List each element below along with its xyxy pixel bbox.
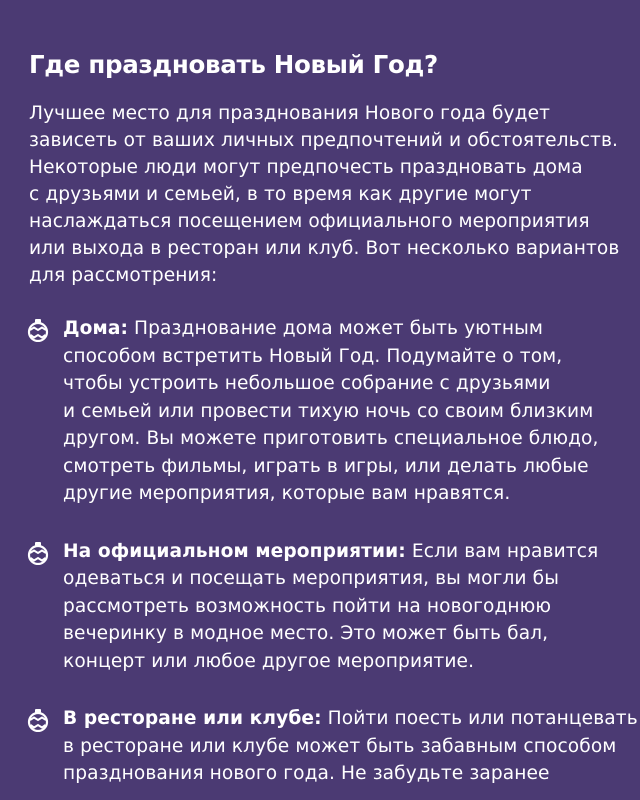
intro-paragraph [29, 100, 629, 289]
item-line: концерт или любое другое мероприятие. [63, 650, 475, 672]
christmas-ornament-icon [27, 541, 49, 565]
list-item-home [29, 315, 629, 508]
intro-line: наслаждаться посещением официального мероприятия [29, 211, 590, 232]
item-text: Пойти поесть или потанцевать [321, 708, 638, 729]
intro-line: или выхода в ресторан или клуб. Вот несколько вариантов [29, 238, 620, 259]
item-first-line [63, 315, 629, 343]
list-item-restaurant-club [29, 705, 638, 788]
item-text: Празднование дома может быть уютным [128, 318, 544, 339]
item-line: и семьей или провести тихую ночь со своим близким [63, 400, 594, 422]
item-line: одеваться и посещать мероприятия, вы могли бы [63, 568, 559, 589]
intro-line: Лучшее место для празднования Нового года будет [29, 103, 551, 124]
item-line: в ресторане или клубе может быть забавным способом [63, 735, 617, 757]
item-line: смотреть фильмы, играть в игры, или делать любые [63, 455, 589, 477]
item-first-line [63, 705, 638, 733]
intro-line: зависеть от ваших личных предпочтений и обстоятельств. [29, 130, 619, 151]
item-heading: На официальном мероприятии: [63, 540, 406, 562]
page-title: Где праздновать Новый Год? [29, 50, 438, 79]
intro-line: с друзьями и семьей, в то время как другие могут [29, 184, 532, 205]
item-heading: В ресторане или клубе: [63, 708, 322, 729]
item-line: вечеринку в модное место. Это может быть бал, [63, 623, 549, 644]
item-heading: Дома: [63, 318, 129, 339]
intro-line: для рассмотрения: [29, 265, 218, 286]
article [29, 50, 638, 788]
item-text: Если вам нравится [405, 540, 599, 562]
item-first-line [63, 538, 629, 566]
item-line: другом. Вы можете приготовить специальное блюдо, [63, 428, 599, 449]
item-line: рассмотреть возможность пойти на новогоднюю [63, 595, 552, 617]
intro-line: Некоторые люди могут предпочесть праздновать дома [29, 157, 583, 178]
christmas-ornament-icon [27, 708, 49, 732]
item-line: другие мероприятия, которые вам нравятся. [63, 483, 511, 504]
item-line: празднования нового года. Не забудьте заранее [63, 763, 550, 784]
christmas-ornament-icon [27, 318, 49, 342]
list-item-official-event [29, 538, 629, 676]
item-line: способом встретить Новый Год. Подумайте о том, [63, 345, 563, 367]
item-line: чтобы устроить небольшое собрание с друзьями [63, 373, 551, 394]
